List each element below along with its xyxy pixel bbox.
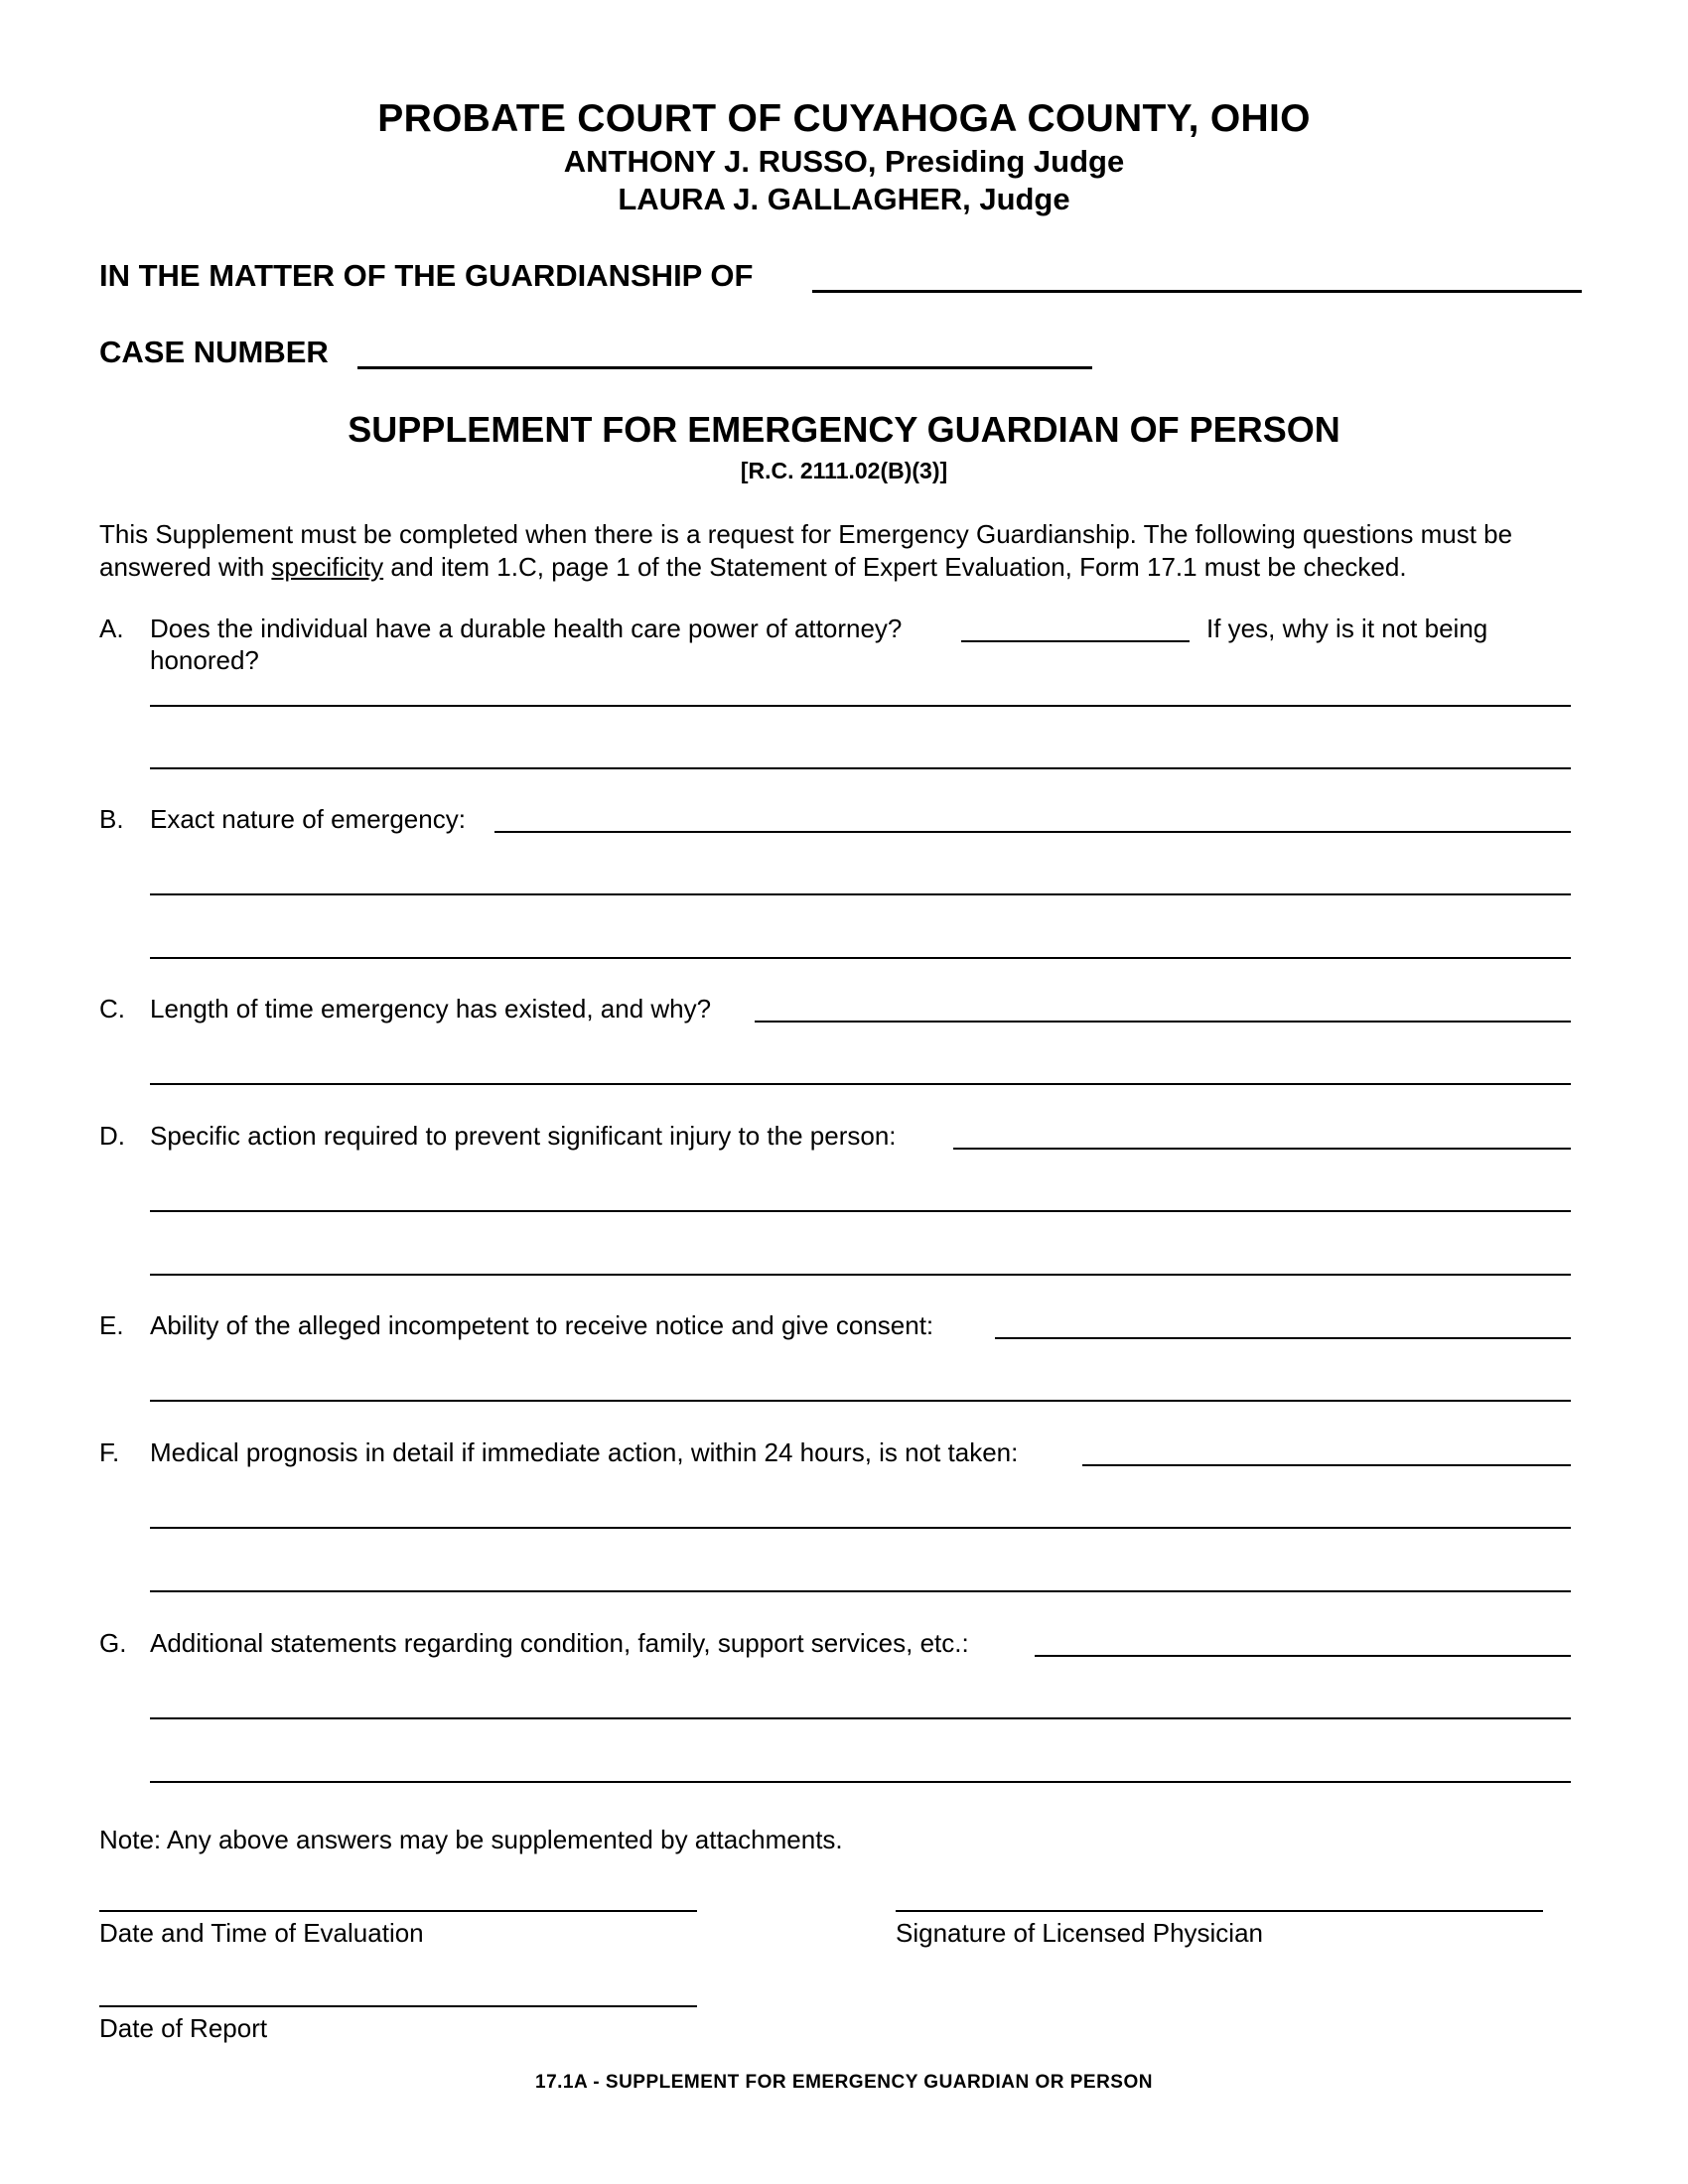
question-e-text: Ability of the alleged incompetent to receive notice and give consent: xyxy=(150,1310,934,1340)
instructions-text-1: This Supplement must be completed when there is a request for Emergency Guardianship. The following questions must be answered with xyxy=(99,519,1513,582)
date-of-report-field[interactable] xyxy=(99,2005,697,2007)
question-a-followup: If yes, why is it not being xyxy=(1206,614,1488,643)
date-of-report-label: Date of Report xyxy=(99,2013,268,2043)
instructions xyxy=(99,518,1589,584)
question-f-letter: F. xyxy=(99,1437,120,1467)
question-f-answer-line-3[interactable] xyxy=(150,1590,1571,1592)
question-g-letter: G. xyxy=(99,1628,127,1658)
question-d-letter: D. xyxy=(99,1121,125,1151)
question-c-text: Length of time emergency has existed, and why? xyxy=(150,994,712,1024)
question-c-answer-inline[interactable] xyxy=(755,1021,1571,1023)
question-g-answer-line-3[interactable] xyxy=(150,1781,1571,1783)
question-f-text: Medical prognosis in detail if immediate action, within 24 hours, is not taken: xyxy=(150,1437,1019,1467)
attachments-note: Note: Any above answers may be supplemented by attachments. xyxy=(99,1825,843,1854)
guardianship-label: IN THE MATTER OF THE GUARDIANSHIP OF xyxy=(99,258,754,293)
statute-reference: [R.C. 2111.02(B)(3)] xyxy=(740,458,948,483)
question-g-answer-inline[interactable] xyxy=(1035,1655,1571,1657)
question-a-text: Does the individual have a durable health care power of attorney? xyxy=(150,614,903,643)
question-d-text: Specific action required to prevent significant injury to the person: xyxy=(150,1121,897,1151)
case-number-field[interactable] xyxy=(357,366,1092,369)
presiding-judge: ANTHONY J. RUSSO, Presiding Judge xyxy=(563,144,1125,179)
guardianship-name-field[interactable] xyxy=(812,290,1582,293)
question-a-poa-field[interactable] xyxy=(961,640,1190,642)
physician-signature-label: Signature of Licensed Physician xyxy=(896,1918,1264,1948)
question-a-letter: A. xyxy=(99,614,124,643)
instructions-text-2: and item 1.C, page 1 of the Statement of Expert Evaluation, Form 17.1 must be checked. xyxy=(383,552,1407,582)
question-d-answer-inline[interactable] xyxy=(953,1148,1571,1150)
question-g-text: Additional statements regarding condition, family, support services, etc.: xyxy=(150,1628,969,1658)
question-a-continuation: honored? xyxy=(150,645,259,675)
judge: LAURA J. GALLAGHER, Judge xyxy=(618,182,1070,216)
question-c-letter: C. xyxy=(99,994,125,1024)
case-number-label: CASE NUMBER xyxy=(99,335,329,369)
date-time-evaluation-label: Date and Time of Evaluation xyxy=(99,1918,424,1948)
question-d-answer-line-2[interactable] xyxy=(150,1210,1571,1212)
instructions-emphasis: specificity xyxy=(271,552,384,582)
question-f-answer-inline[interactable] xyxy=(1082,1464,1571,1466)
form-footer: 17.1A - SUPPLEMENT FOR EMERGENCY GUARDIAN OR PERSON xyxy=(535,2072,1153,2093)
question-b-answer-line-3[interactable] xyxy=(150,957,1571,959)
case-number-caption xyxy=(99,335,329,370)
question-b-letter: B. xyxy=(99,804,124,834)
court-name: PROBATE COURT OF CUYAHOGA COUNTY, OHIO xyxy=(377,97,1311,140)
question-f-answer-line-2[interactable] xyxy=(150,1527,1571,1529)
physician-signature-field[interactable] xyxy=(896,1910,1543,1912)
question-c-answer-line-2[interactable] xyxy=(150,1083,1571,1085)
question-b-answer-inline[interactable] xyxy=(494,831,1571,833)
question-a-answer-line-2[interactable] xyxy=(150,767,1571,769)
question-e-answer-line-2[interactable] xyxy=(150,1400,1571,1402)
question-b-answer-line-2[interactable] xyxy=(150,893,1571,895)
question-e-letter: E. xyxy=(99,1310,124,1340)
question-d-answer-line-3[interactable] xyxy=(150,1274,1571,1276)
question-g-answer-line-2[interactable] xyxy=(150,1717,1571,1719)
question-a-answer-line-1[interactable] xyxy=(150,705,1571,707)
date-time-evaluation-field[interactable] xyxy=(99,1910,697,1912)
question-e-answer-inline[interactable] xyxy=(995,1337,1571,1339)
form-title: SUPPLEMENT FOR EMERGENCY GUARDIAN OF PERSON xyxy=(348,409,1340,450)
question-b-text: Exact nature of emergency: xyxy=(150,804,466,834)
guardianship-caption xyxy=(99,258,753,294)
